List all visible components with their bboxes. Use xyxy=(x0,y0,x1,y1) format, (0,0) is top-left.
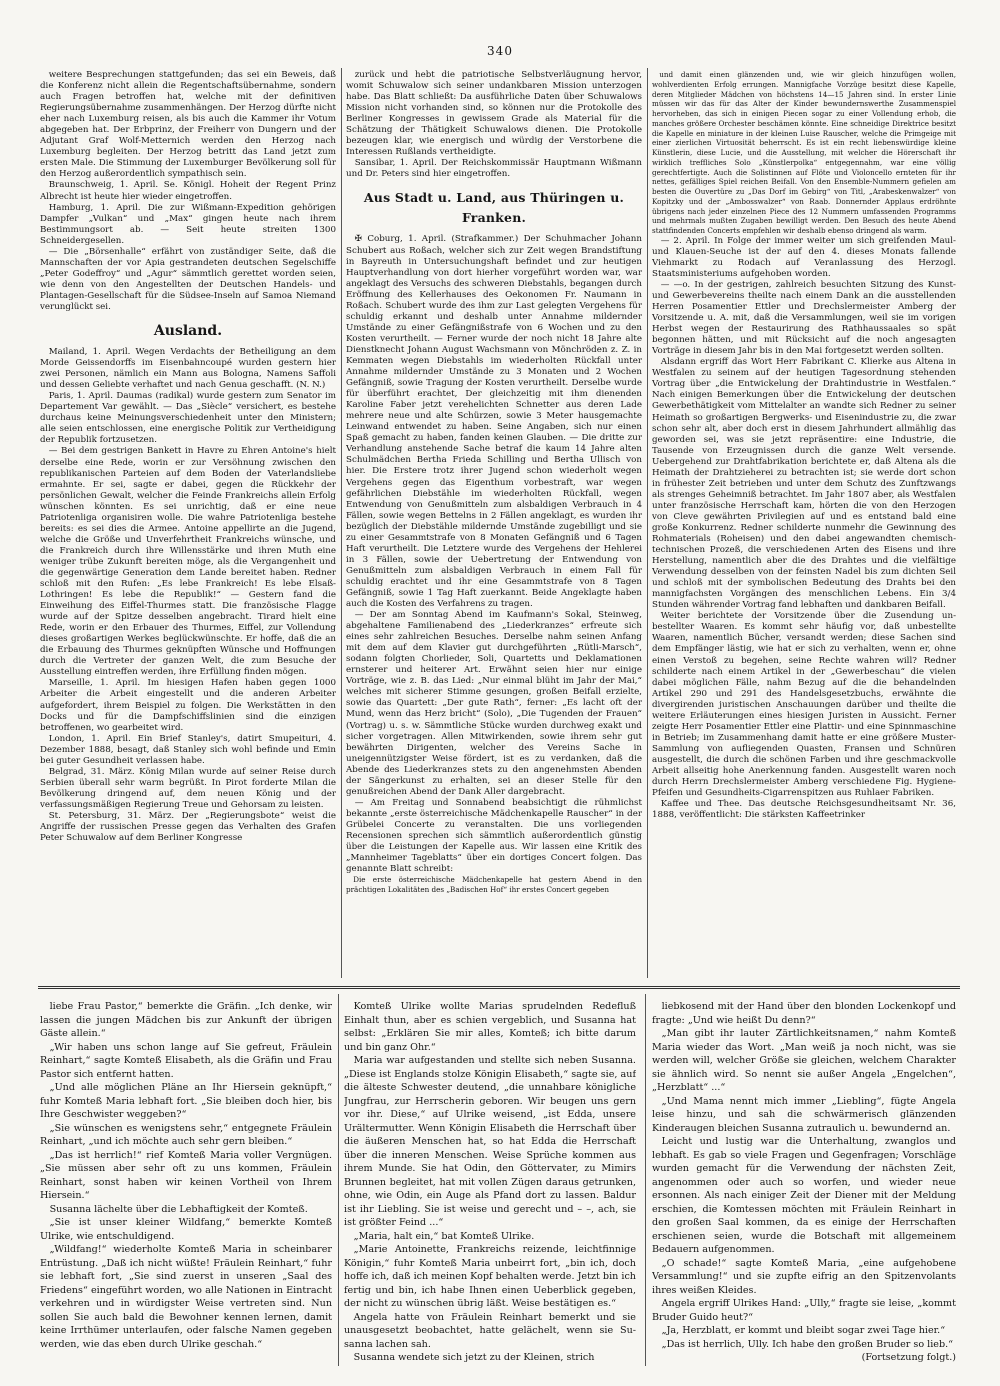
article-paragraph: — 2. April. In Folge der immer weiter um sich greifenden Maul- und Klauen-Seuche ist der auf den 4. dieses Monats fallende Viehmarkt zu Rodach auf Veranlassung des Herzogl. Staatsministeriums aufgehoben worden. xyxy=(652,235,956,279)
article-paragraph: London, 1. April. Ein Brief Stanley's, datirt Smupeituri, 4. Dezember 1888, besagt, daß Stanley sich wohl befinde und Emin bei guter Gesundheit verlassen habe. xyxy=(40,733,336,766)
story-paragraph: „Das ist herrlich!“ rief Komteß Maria voller Vergnügen. „Sie müssen aber sehr oft zu uns kommen, Fräulein Reinhart, sonst haben wir keinen Vortheil von Ihrem Hiersein.“ xyxy=(40,1149,332,1201)
story-paragraph: „Sie wünschen es wenigstens sehr,“ entgegnete Fräulein Reinhart, „und ich möchte auch sehr gern bleiben.“ xyxy=(40,1122,332,1147)
article-paragraph: — Die „Börsenhalle“ erfährt von zuständiger Seite, daß die Mannschaften der vor Apia gestrandeten deutschen Segelschiffe „Peter Godeffroy“ und „Agur“ sämmtlich gerettet worden seien, wie denn von den Angestellten der Deutschen Handels- und Plantagen-Gesellschaft für die Südsee-Inseln auf Samoa Niemand verunglückt sei. xyxy=(40,246,336,312)
feuilleton-column-1 xyxy=(40,1000,332,1365)
story-paragraph: Leicht und lustig war die Unterhaltung, zwanglos und lebhaft. Es gab so viele Fragen und Gegenfragen; Vorschläge wurden gemacht für die Verwendung der nächsten Zeit, angenommen oder auch so worfen, und wieder neue ersonnen. Als nach einiger Zeit der Diener mit der Meldung erschien, die Komtessen möchten mit Fräulein Reinhart in den großen Saal kommen, da es einige der Herrschaften erschienen seien, wurde die Botschaft mit allgemeinem Bedauern aufgenommen. xyxy=(652,1136,956,1255)
article-paragraph: Hamburg, 1. April. Die zur Wißmann-Expedition gehörigen Dampfer „Vulkan“ und „Max“ gingen heute nach ihrem Bestimmungsort ab. — Seit heute streiten 1300 Schneidergesellen. xyxy=(40,202,336,246)
article-paragraph: Marseille, 1. April. Im hiesigen Hafen haben gegen 1000 Arbeiter die Arbeit eingestellt und die anderen Arbeiter aufgefordert, ihrem Beispiel zu folgen. Die Werkstätten in den Docks und für die Dampfschiffslinien sind die einzigen betroffenen, wo gearbeitet wird. xyxy=(40,678,336,733)
article-paragraph: — Am Freitag und Sonnabend beabsichtigt die rühmlichst bekannte „erste österreichische Mädchenkapelle Rauscher“ in der Grübelei Concerte zu veranstalten. Die uns vorliegenden Recensionen sprechen sich sämmtlich außerordentlich günstig über die Leistungen der Kapelle aus. Wir lassen eine Kritik des „Mannheimer Tageblatts“ über ein dortiges Concert folgen. Das genannte Blatt schreibt: xyxy=(346,797,642,875)
feuilleton-column-2 xyxy=(344,1000,636,1365)
section-heading-ausland: Ausland. xyxy=(153,323,223,340)
article-paragraph: Weiter berichtete der Vorsitzende über die Zusendung unbestellter Waaren. Es kommt sehr häufig vor, daß unbestellte Waaren, namentlich Bücher, versandt werden; diese Sachen sind dem Empfänger lästig, wie hat er sich zu verhalten, wenn er, ohne einen Verstoß zu begehen, seine Rechte wahren will? Redner schilderte nach einem Artikel in der „Gewerbeschau“ die vielen dabei möglichen Fälle, nahm Bezug auf die die behandelnden Artikel 290 und 291 des Handelsgesetzbuchs, erwähnte die divergirenden juristischen Anschauungen darüber und theilte die weitere Erläuterungen eines hiesigen Juristen in Aussicht. Ferner zeigte Herr Posamentier Ettler eine Plattir- und eine Spinnmaschine in Betrieb; im Zusammenhang damit hatte er eine größere Muster-Sammlung von aufliegenden Quasten, Fransen und Schnüren ausgestellt, die durch die schönen Farben und ihre geschmackvolle Arbeit allseitig hohe Anerkennung fanden. Ausgestellt waren noch durch Herrn Drechslermeister Amberg verschiedene Fig. Hygiene-Pfeifen und Gesundheits-Cigarrenspitzen aus Ruhlaer Fabriken. xyxy=(652,611,956,799)
continuation-note: (Fortsetzung folgt.) xyxy=(861,1352,956,1363)
story-paragraph: „Sie ist unser kleiner Wildfang,“ bemerkte Komteß Ulrike, wie entschuldigend. xyxy=(40,1217,332,1242)
story-paragraph: „Ja, Herzblatt, er kommt und bleibt sogar zwei Tage hier.“ xyxy=(661,1325,946,1336)
review-quote: und damit einen glänzenden und, wie wir gleich hinzufügen wollen, wohlverdienten Erfolg errungen. Mannigfache Vorzüge besitzt diese Kapelle, deren Mitglieder Mädchen von höchstens 14—15 Jahren sind. In erster Linie müssen wir das für das Alter der Kinder bewundernswerthe Zusammenspiel hervorheben, das sich in einigen Piecen sogar zu einer Vollendung erhob, die manches größere Orchester beschämen könnte. Eine schneidige Direktrice besitzt die Kapelle en miniature in der kleinen Luise Rauscher, welche die Primgeige mit einer zierlichen Virtuosität beherrscht. Es ist ein recht liebenswürdige kleine Künstlerin, diese Lucie, und die Ausstellung, mit welcher die Hörerschaft ihr wirklich treffliches Solo „Künstlerpolka“ entgegennahm, war eine völlig gerechtfertigte. Auch die Solistinnen auf Flöte und Violoncello ernteten für ihr nettes, gefälliges Spiel reichen Beifall. Von den Ensemble-Nummern gefielen am besten die Ouvertüre zu „Das Dorf im Gebirg“ von Titl, „Arabeskenwalzer“ von Kopitzky und der „Ambosswalzer“ von Raab. Donnernder Applaus erdröhnte übrigens nach jeder einzelnen Piece des 12 Nummern umfassenden Programms und mehrmals mußten Zugaben bewilligt werden. Den Besuch des heute Abend stattfindenden Concerts empfehlen wir deshalb ebenso dringend als warm. xyxy=(652,70,956,235)
page-number: 340 xyxy=(487,44,513,58)
column-divider xyxy=(338,994,339,1366)
top-column-3 xyxy=(652,70,956,975)
story-paragraph: „Das ist herrlich, Ully. Ich habe den großen Bruder so lieb.“ xyxy=(661,1338,954,1350)
story-paragraph: Susanna wendete sich jetzt zu der Kleinen, strich xyxy=(353,1352,595,1363)
column-divider xyxy=(341,68,342,978)
article-paragraph: Alsdann ergriff das Wort Herr Fabrikant C. Klierke aus Altena in Westfalen zu seinem auf der heutigen Tagesordnung stehenden Vortrag über „die Entwickelung der Drahtindustrie in Westfalen.“ Nach einigen Bemerkungen über die Entwickelung der deutschen Gewerbethätigkeit vom Mittelalter an wandte sich Redner zu seiner Heimath so großartigen Bergwerks- und Eisenindustrie zu, die zwar schon sehr alt, aber doch erst in diesem Jahrhundert allmählig das geworden sei, was sie jetzt repräsentire: eine Industrie, die Tausende von Erzeugnissen durch die ganze Welt versende. Uebergehend zur Drahtfabrikation berichtete er, daß Altena als die Heimath der Drahtzieherei zu betrachten ist; sie werde dort schon in frühester Zeit betrieben und unter dem Schutz des Zunftzwangs als strenges Geheimniß betrachtet. Im Jahr 1807 aber, als Westfalen unter französische Herrschaft kam, hörten die von den Herzogen von Cleve gewährten Privilegien auf und es entstand bald eine große Konkurrenz. Redner schilderte nunmehr die Gewinnung des Rohmaterials (Roheisen) und den dabei angewandten chemisch-technischen Prozeß, die verschiedenen Arten des Eisens und ihre Herstellung, namentlich aber die des Drahtes und die vielfältige Verwendung desselben von der feinsten Nadel bis zum dichten Seil und schloß mit der symbolischen Bedeutung des Drahts bei den mannigfachsten Vorgängen des menschlichen Lebens. Ein 3/4 Stunden währender Vortrag fand lebhaften und dankbaren Beifall. xyxy=(652,357,956,611)
story-paragraph: „Wir haben uns schon lange auf Sie gefreut, Fräulein Reinhart,“ sagte Komteß Elisabeth, als die Gräfin und Frau Pastor sich entfernt hatten. xyxy=(40,1041,332,1080)
story-paragraph: Angela ergriff Ulrikes Hand: „Ully,“ fragte sie leise, „kommt Bruder Guido heut?“ xyxy=(652,1298,956,1323)
article-paragraph: Kaffee und Thee. Das deutsche Reichsgesundheitsamt Nr. 36, 1888, veröffentlicht: Die stärksten Kaffeetrinker xyxy=(652,799,956,821)
article-paragraph: Mailand, 1. April. Wegen Verdachts der Betheiligung an dem Morde Geissendorffs im Eisenbahncoupé wurden gestern hier zwei Personen, nämlich ein Mann aus Bologna, Namens Saffoli und dessen Geliebte verhaftet und nach Genua geschafft. (N. N.) xyxy=(40,347,336,391)
article-paragraph: Paris, 1. April. Daumas (radikal) wurde gestern zum Senator im Departement Var gewählt. — Das „Siècle“ versichert, es bestehe durchaus keine Meinungsverschiedenheit unter den Ministern; alle seien entschlossen, eine energische Politik zur Vertheidigung der Republik fortzusetzen. xyxy=(40,391,336,446)
story-paragraph: „Wildfang!“ wiederholte Komteß Maria in scheinbarer Entrüstung. „Daß ich nicht wüßte! Fräulein Reinhart,“ fuhr sie lebhaft fort, „Sie sind zuerst in unseren „Saal des Friedens“ eingeführt worden, wo alle Nationen in Eintracht verkehren und in würdigster Weise vertreten sind. Nun sollen Sie auch bald die Bewohner kennen lernen, damit keine Irrthümer unterlaufen, oder falsche Namen gegeben werden, wie das eben durch Ulrike geschah.“ xyxy=(40,1244,332,1350)
article-paragraph: zurück und hebt die patriotische Selbstverläugnung hervor, womit Schuwalow sich seiner undankbaren Mission unterzogen habe. Das Blatt schließt: Da ausführliche Daten über Schuwalows Mission nicht vorhanden sind, so können nur die Protokolle des Berliner Kongresses in gewissem Grade als Material für die Schätzung der Thätigkeit Schuwalows dienen. Die Protokolle bezeugen klar, wie energisch und würdig der Verstorbene die Interessen Rußlands vertheidigte. xyxy=(346,70,642,158)
article-paragraph: Sansibar, 1. April. Der Reichskommissär Hauptmann Wißmann und Dr. Peters sind hier eingetroffen. xyxy=(346,158,642,180)
article-paragraph: ✠ Coburg, 1. April. (Strafkammer.) Der Schuhmacher Johann Schubert aus Roßach, welcher sich zur Zeit wegen Brandstiftung in Bayreuth in Untersuchungshaft befindet und zur heutigen Hauptverhandlung von dort hierher vorgeführt worden war, war angeklagt des Versuchs des schweren Diebstahls, begangen durch Eröffnung des Kellerhauses des Oekonomen Fr. Naumann in Roßach. Schubert wurde des ihm zur Last gelegten Vergehens für schuldig erkannt und deshalb unter Annahme mildernder Umstände zu einer Gefängnißstrafe von 6 Wochen und zu den Kosten verurtheilt. — Ferner wurde der noch nicht 18 Jahre alte Dienstknecht Johann August Wachsmann von Mönchröden z. Z. in Kemmaten wegen Diebstahls im wiederholten Rückfall unter Annahme mildernder Umstände zu 3 Monaten und 2 Wochen Gefängniß, sowie Tragung der Kosten verurtheilt. Derselbe wurde für überführt erachtet, Der gleichzeitig mit ihm dienenden Karoline Faber jetzt verehelichten Schnetter aus deren Lade mehrere neue und alte Schürzen, sowie 3 Meter hausgemachte Leinwand entwendet zu haben. Seine Angaben, sich nur einen Spaß gemacht zu haben, fanden keinen Glauben. — Die dritte zur Verhandlung anstehende Sache betraf die kaum 14 Jahre alten Schulmädchen Bertha Frieda Schilling und Bertha Ullisch von hier. Die Erstere trotz ihrer Jugend schon wiederholt wegen Vergehens gegen das Eigenthum vorbestraft, war wegen gefährlichen Diebstähle im wiederholten Rückfall, wegen Entwendung von Genußmitteln zum alsbaldigen Verbrauch in 4 Fällen, sowie wegen Bettelns in 2 Fällen angeklagt, es wurden ihr bezüglich der Diebstähle mildernde Umstände zugebilligt und sie zu einer Gesammtstrafe von 8 Monaten Gefängniß und 6 Tagen Haft verurtheilt. Die Letztere wurde des Vergehens der Hehlerei in 3 Fällen, sowie der Uebertretung der Entwendung von Genußmitteln zum alsbaldigen Verbrauch in einem Fall für schuldig erachtet und ihr eine Gesammtstrafe von 8 Tagen Gefängniß, sowie 1 Tag Haft zuerkannt. Beide Angeklagte haben auch die Kosten des Verfahrens zu tragen. xyxy=(346,234,642,610)
column-divider xyxy=(647,68,648,978)
article-paragraph: Belgrad, 31. März. König Milan wurde auf seiner Reise durch Serbien überall sehr warm begrüßt. In Pirot forderte Milan die Bevölkerung dringend auf, dem neuen König und der verfassungsmäßigen Regierung Treue und Gehorsam zu leisten. xyxy=(40,766,336,810)
story-paragraph: „Marie Antoinette, Frankreichs reizende, leichtfinnige Königin,“ fuhr Komteß Maria unbeirrt fort, „bin ich, doch hoffe ich, daß ich meinen Kopf behalten werde. Jetzt bin ich fertig und bin, ich habe Ihnen einen Ueberblick gegeben, der nicht zu wünschen übrig läßt. Weise bestätigen es.“ xyxy=(344,1244,636,1309)
story-paragraph: „O schade!“ sagte Komteß Maria, „eine aufgehobene Versammlung!“ und sie zupfte eifrig an den Spitzenvolants ihres weißen Kleides. xyxy=(652,1257,956,1296)
review-quote: Die erste österreichische Mädchenkapelle hat gestern Abend in den prächtigen Lokalitäten des „Badischen Hof“ ihr erstes Concert gegeben xyxy=(346,875,642,894)
article-paragraph: — Der am Sonntag Abend im Kaufmann's Sokal, Steinweg, abgehaltene Familienabend des „Liederkranzes“ erfreute sich eines sehr zahlreichen Besuches. Derselbe nahm seinen Anfang mit dem auf dem Klavier gut durchgeführten „Rütli-Marsch“, sodann folgten Chorlieder, Soli, Quartetts und Deklamationen ernsterer und heiterer Art. Erwähnt seien hier nur einige Vorträge, wie z. B. das Lied: „Nur einmal blüht im Jahr der Mai,“ welches mit sicherer Stimme gesungen, großen Beifall erzielte, sowie das Quartett: „Der gute Rath“, ferner: „Es lacht oft der Mund, wenn das Herz bricht“ (Solo), „Die Tugenden der Frauen“ (Vortrag) u. s. w. Sämmtliche Stücke wurden durchweg exakt und sicher vorgetragen. Allen Mitwirkenden, sowie ihrem sehr gut bewährten Dirigenten, welcher des Vereins Sache in uneigennützigster Weise fördert, ist es zu verdanken, daß die Abende des Liederkranzes stets zu den angenehmsten Abenden der Sängerkunst zu erhalten, sei an dieser Stelle für den genußreichen Abend der Dank Aller dargebracht. xyxy=(346,610,642,797)
story-paragraph: Maria war aufgestanden und stellte sich neben Susanna. „Diese ist Englands stolze Königin Elisabeth,“ sagte sie, auf die älteste Schwester deutend, „die unnahbare königliche Jungfrau, zur Herrscherin geboren. Wir beugen uns gern vor ihr. Diese,“ auf Ulrike weisend, „ist Edda, unsere Urältermutter. Wenn Königin Elisabeth die Herrschaft über die äußeren Menschen hat, so hat Edda die Herrschaft über die inneren Menschen. Weise Sprüche kommen aus ihrem Munde. Sie hat Odin, den Göttervater, zu Mimirs Brunnen begleitet, hat mit vollen Zügen daraus getrunken, ohne, wie Odin, ein Auge als Pfand dort zu lassen. Baldur ist ihr Liebling. Sie ist weise und gerecht und – –, ach, sie ist größter Feind ...“ xyxy=(344,1055,636,1228)
section-heading-stadt-land: Aus Stadt u. Land, aus Thüringen u. Franken. xyxy=(363,190,625,226)
article-paragraph: Braunschweig, 1. April. Se. Königl. Hoheit der Regent Prinz Albrecht ist heute hier wieder eingetroffen. xyxy=(40,180,336,202)
article-paragraph: — —o. In der gestrigen, zahlreich besuchten Sitzung des Kunst- und Gewerbevereins theilte nach einem Dank an die ausstellenden Herren Posamentier Ettler und Drechslermeister Amberg der Vorsitzende u. A. mit, daß die Versammlungen, weil sie im vorigen Herbst wegen der Restaurirung des Rathhaussaales so spät begonnen hätten, und mit Rücksicht auf die noch angesagten Vorträge in diesem Jahr bis in den Mai fortgesetzt werden sollten. xyxy=(652,279,956,357)
story-paragraph: liebkosend mit der Hand über den blonden Lockenkopf und fragte: „Und wie heißt Du denn?“ xyxy=(652,1001,956,1026)
story-paragraph: Susanna lächelte über die Lebhaftigkeit der Komteß. xyxy=(49,1203,308,1215)
column-divider xyxy=(645,994,646,1366)
article-paragraph: — Bei dem gestrigen Bankett in Havre zu Ehren Antoine's hielt derselbe eine Rede, worin er zur Versöhnung zwischen den republikanischen Parteien auf dem Boden der Vaterlandsliebe ermahnte. Er sei, sagte er dabei, gegen die Rückkehr der persönlichen Gewalt, welcher die Feinde Frankreichs allein Erfolg wünschen könnten. Es sei unrichtig, daß er eine neue Patriotenliga organisiren wolle. Die wahre Patriotenliga bestehe bereits: es sei dies die Armee. Antoine appellirte an die Jugend, welche die Größe und Unverfehrtheit Frankreichs wünsche, und die Frankreich durch ihre Willensstärke und ihren Muth eine weniger trübe Zukunft bereiten möge, als die Vergangenheit und die gegenwärtige Generation dem Lande bereitet haben. Redner schloß mit den Rufen: „Es lebe Frankreich! Es lebe Elsaß-Lothringen! Es lebe die Republik!“ — Gestern fand die Einweihung des Eiffel-Thurmes statt. Die französische Flagge wurde auf der Spitze desselben angebracht. Tirard hielt eine Rede, worin er den Erbauer des Thurmes, Eiffel, zur Vollendung dieses großartigen Werkes beglückwünschte. Er hoffe, daß die an die Erbauung des Thurmes geknüpften Wünsche und Hoffnungen durch die Vertreter der ganzen Welt, die zum Besuche der Ausstellung eintreffen werden, ihre Erfüllung finden mögen. xyxy=(40,446,336,678)
top-column-1 xyxy=(40,70,336,975)
story-paragraph: liebe Frau Pastor,“ bemerkte die Gräfin. „Ich denke, wir lassen die jungen Mädchen bis zur Ankunft der übrigen Gäste allein.“ xyxy=(40,1001,332,1039)
story-paragraph: „Und alle möglichen Pläne an Ihr Hiersein geknüpft,“ fuhr Komteß Maria lebhaft fort. „Sie bleiben doch hier, bis Ihre Geschwister weggeben?“ xyxy=(40,1082,332,1120)
story-paragraph: Komteß Ulrike wollte Marias sprudelnden Redefluß Einhalt thun, aber es schien vergeblich, und Susanna hat selbst: „Erklären Sie mir alles, Komteß; ich bitte darum und bin ganz Ohr.“ xyxy=(344,1001,636,1053)
article-paragraph: St. Petersburg, 31. März. Der „Regierungsbote“ weist die Angriffe der russischen Presse gegen das Verhalten des Grafen Peter Schuwalow auf dem Berliner Kongresse xyxy=(40,811,336,844)
article-paragraph: weitere Besprechungen stattgefunden; das sei ein Beweis, daß die Konferenz nicht allein die Regentschaftsübernahme, sondern auch Fragen betroffen hat, welche mit der definitiven Regierungsübernahme zusammenhängen. Der Herzog dürfte nicht eher nach Luxemburg reisen, als bis auch die Kammer ihr Votum abgegeben hat. Der Erbprinz, der Freiherr von Dungern und der Adjutant Graf Wolf-Metternich werden den Herzog nach Luxemburg begleiten. Der Herzog betritt das Land jetzt zum ersten Male. Die Stimmung der Luxemburger Bevölkerung soll für den Herzog außerordentlich sympathisch sein. xyxy=(40,70,336,180)
feuilleton-column-3 xyxy=(652,1000,956,1365)
story-paragraph: „Und Mama nennt mich immer „Liebling“, fügte Angela leise hinzu, und sah die schwärmerisch glänzenden Kinderaugen bleichen Susanna zutraulich u. bewundernd an. xyxy=(652,1095,956,1134)
story-paragraph: „Man gibt ihr lauter Zärtlichkeitsnamen,“ nahm Komteß Maria wieder das Wort. „Man weiß ja noch nicht, was sie werden will, welcher Größe sie gleichen, welchem Charakter sie ähnlich wird. So nennt sie außer Angela „Engelchen“, „Herzblatt“ ...“ xyxy=(652,1028,956,1093)
feuilleton-separator xyxy=(38,986,960,989)
top-column-2 xyxy=(346,70,642,975)
story-paragraph: „Maria, halt ein,“ bat Komteß Ulrike. xyxy=(353,1230,535,1242)
story-paragraph: Angela hatte von Fräulein Reinhart bemerkt und sie unausgesetzt beobachtet, hatte gelächelt, wenn sie Susanna lachen sah. xyxy=(344,1311,636,1350)
